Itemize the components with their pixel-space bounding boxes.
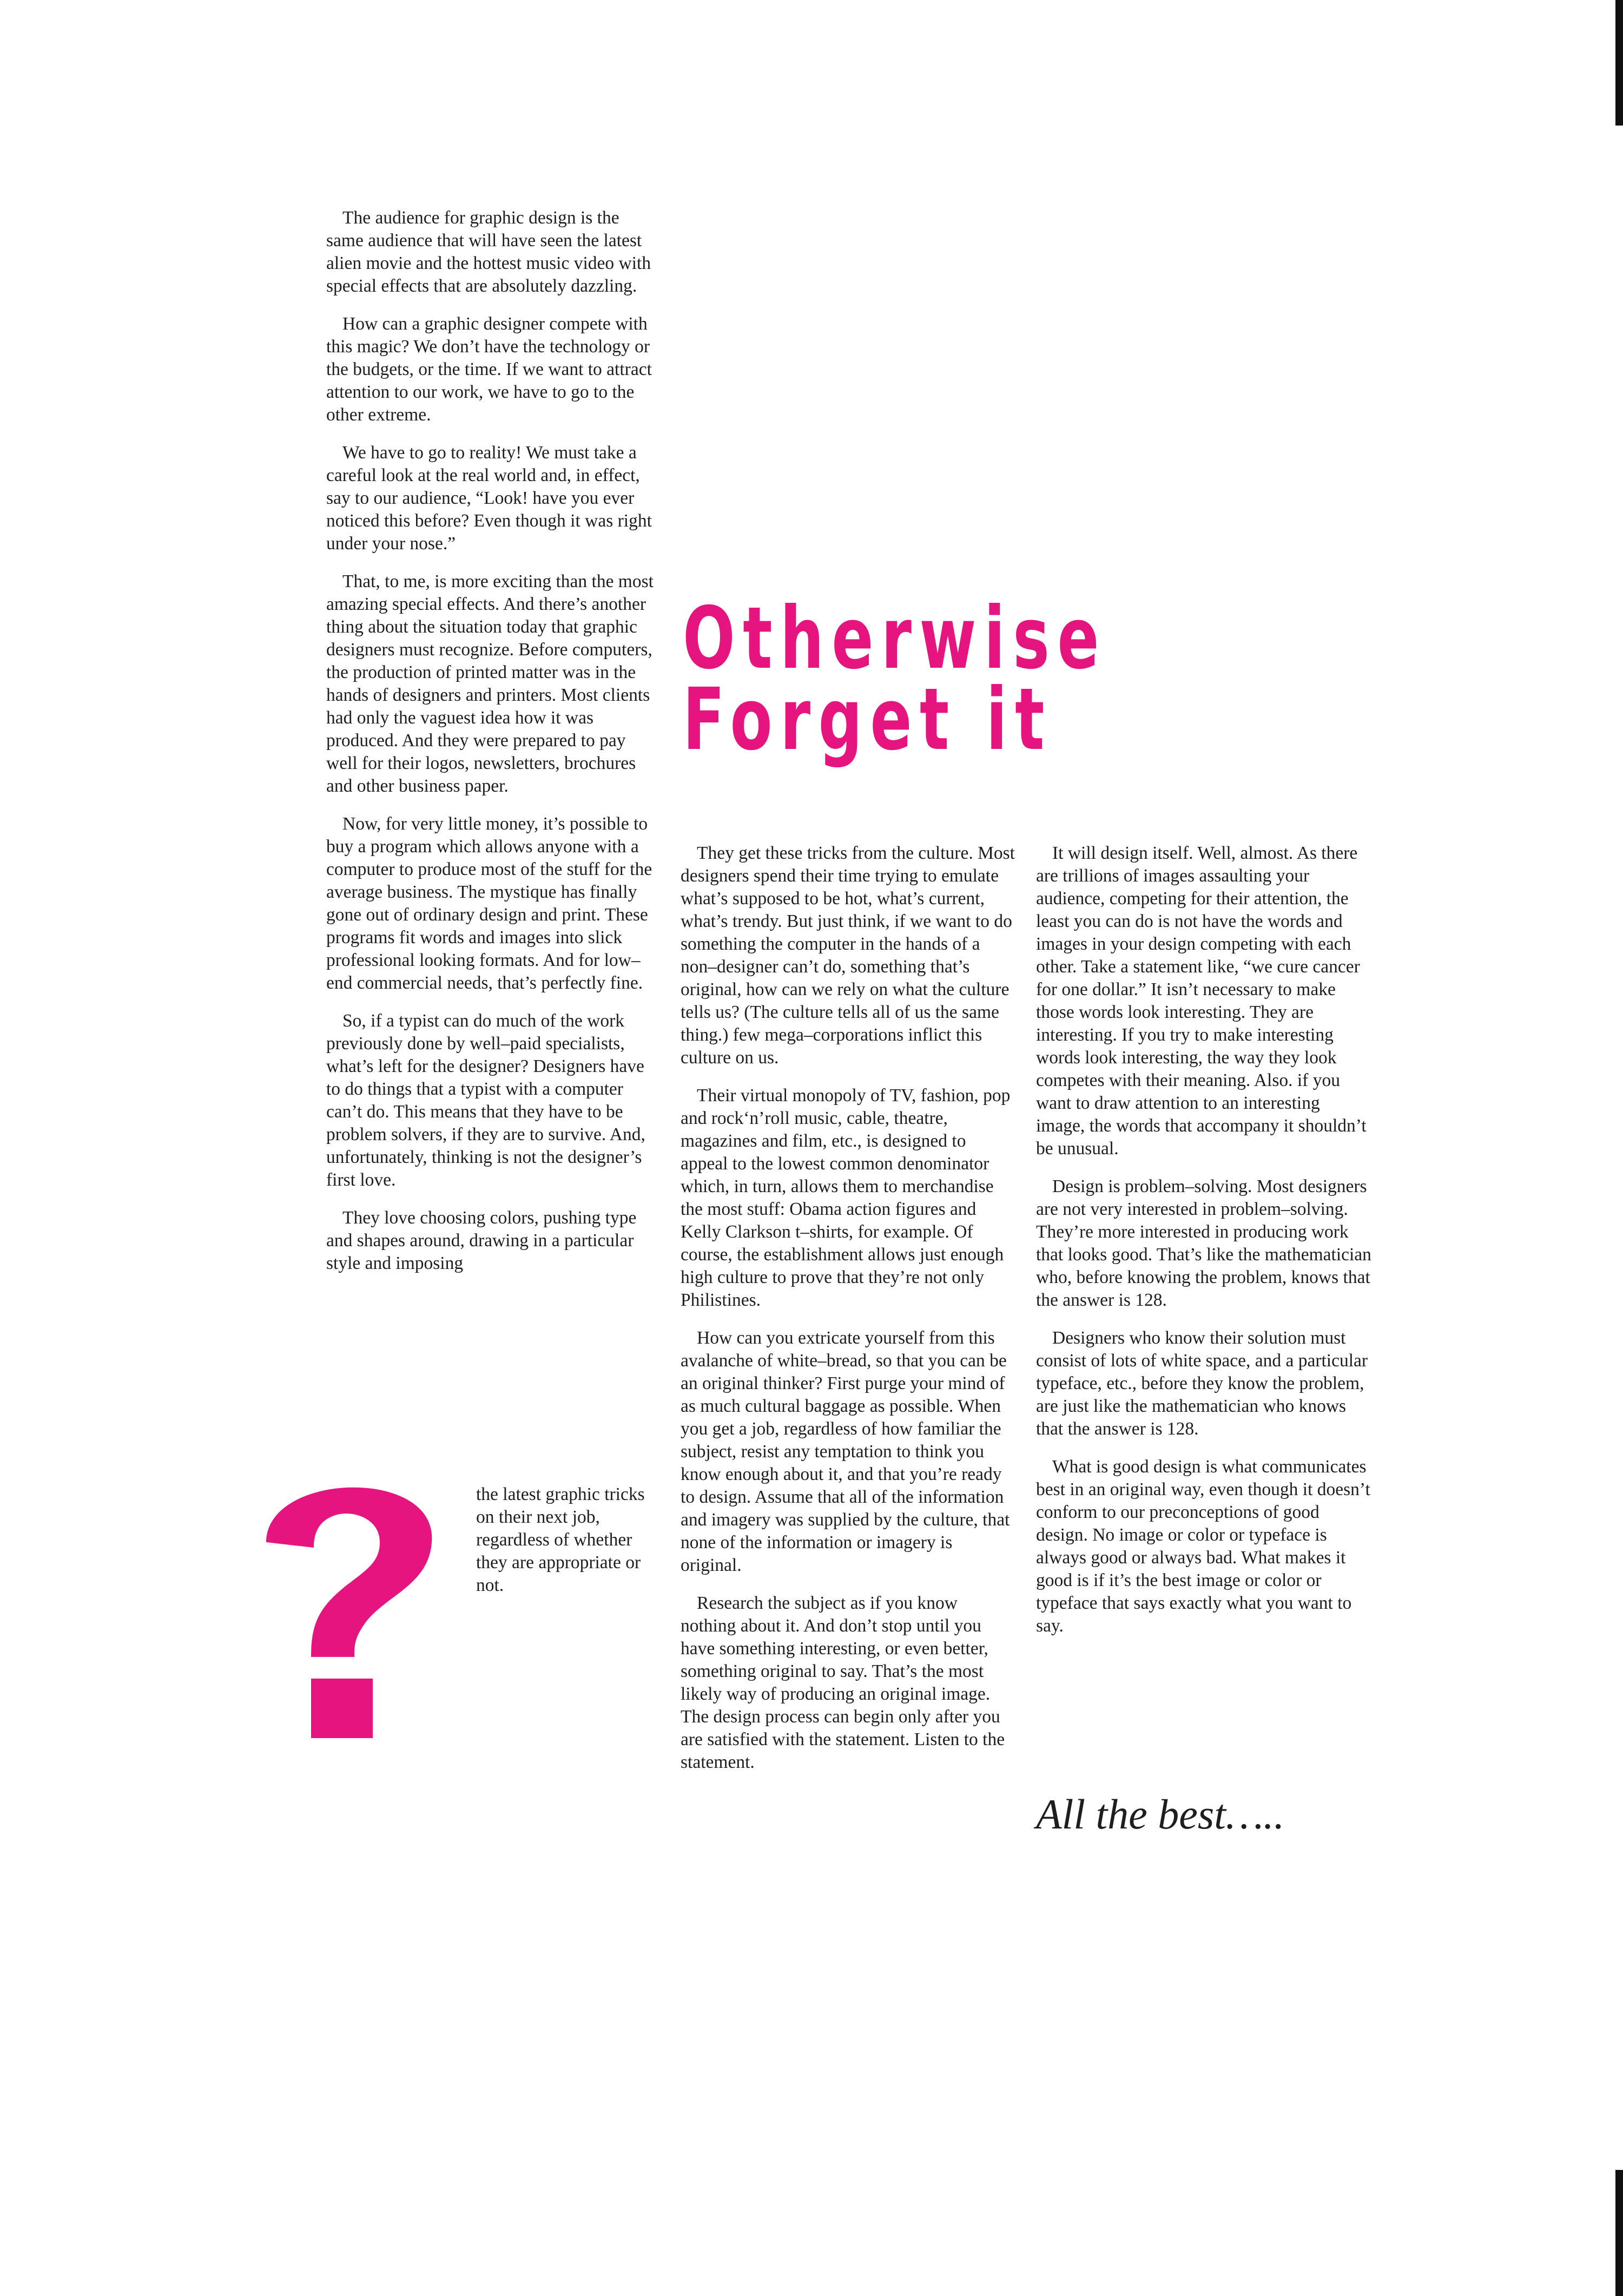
question-mark-icon bbox=[260, 1461, 444, 1764]
middle-paragraph-2: Their virtual monopoly of TV, fashion, pop and rock‘n’roll music, cable, theatre, magazines and film, etc., is designed to appeal to the lowest common denominator which, in turn, allows them to merchandise the most stuff: Obama action figures and Kelly Clarkson t–shirts, for example. Of course, the establishment allows just enough high culture to prove that they’re not only Philistines. bbox=[681, 1085, 1011, 1310]
middle-paragraph-4: Research the subject as if you know nothing about it. And don’t stop until you have something interesting, or even better, something original to say. That’s the most likely way of producing an original image. The design process can begin only after you are satisfied with the statement. Listen to the statement. bbox=[681, 1593, 1005, 1772]
left-paragraph-2: How can a graphic designer compete with this magic? We don’t have the technology or the budgets, or the time. If we want to attract attention to our work, we have to go to the other extreme. bbox=[326, 314, 652, 425]
left-paragraph-4: That, to me, is more exciting than the most amazing special effects. And there’s another thing about the situation today that graphic designers must recognize. Before computers, the production of printed matter was in the hands of designers and printers. Most clients had only the vaguest idea how it was produced. And they were prepared to pay well for their logos, newsletters, brochures and other business paper. bbox=[326, 571, 654, 796]
left-paragraph-3: We have to go to reality! We must take a careful look at the real world and, in effect, say to our audience, “Look! have you ever noticed this before? Even though it was right under your nose.” bbox=[326, 443, 652, 554]
left-paragraph-7: They love choosing colors, pushing type and shapes around, drawing in a particular style and imposing bbox=[326, 1208, 637, 1273]
right-paragraph-4: What is good design is what communicates best in an original way, even though it doesn’t conform to our preconceptions of good design. No image or color or typeface is always good or always bad. What makes it good is if it’s the best image or color or typeface that says exactly what you want to say. bbox=[1036, 1457, 1370, 1636]
left-paragraph-1: The audience for graphic design is the same audience that will have seen the latest alien movie and the hottest music video with special effects that are absolutely dazzling. bbox=[326, 208, 651, 296]
sign-off: All the best….. bbox=[1036, 1791, 1285, 1838]
middle-paragraph-3: How can you extricate yourself from this avalanche of white–bread, so that you can be an original thinker? First purge your mind of as much cultural baggage as possible. When you get a job, regardless of how familiar the subject, resist any temptation to think you know enough about it, and that you’re ready to design. Assume that all of the information and imagery was supplied by the culture, that none of the information or imagery is original. bbox=[681, 1328, 1010, 1575]
left-paragraph-6: So, if a typist can do much of the work previously done by well–paid specialists, what’s left for the designer? Designers have to do things that a typist with a computer can’t do. This means that they have to be problem solvers, if they are to survive. And, unfortunately, thinking is not the designer’s first love. bbox=[326, 1011, 645, 1190]
crop-mark-bottom bbox=[1615, 2170, 1623, 2296]
left-paragraph-7-continuation: the latest graphic tricks on their next job, regardless of whether they are appropriate or not. bbox=[476, 1484, 645, 1595]
left-text-column bbox=[326, 207, 659, 1275]
middle-paragraph-1: They get these tricks from the culture. Most designers spend their time trying to emulate what’s supposed to be hot, what’s current, what’s trendy. But just think, if we want to do something the computer in the hands of a non–designer can’t do, something that’s original, how can we rely on what the culture tells us? (The culture tells all of us the same thing.) few mega–corporations inflict this culture on us. bbox=[681, 843, 1015, 1068]
middle-text-column bbox=[681, 842, 1016, 1789]
right-paragraph-1: It will design itself. Well, almost. As there are trillions of images assaulting your audience, competing for their attention, the least you can do is not have the words and images in your design competing with each other. Take a statement like, “we cure cancer for one dollar.” It isn’t necessary to make those words look interesting. They are interesting. If you try to make interesting words look interesting, the way they look competes with their meaning. Also. if you want to draw attention to an interesting image, the words that accompany it shouldn’t be unusual. bbox=[1036, 843, 1367, 1159]
headline-line-1: Otherwise bbox=[683, 589, 1107, 688]
right-paragraph-3: Designers who know their solution must consist of lots of white space, and a particular typeface, etc., before they know the problem, are just like the mathematician who knows that the answer is 128. bbox=[1036, 1328, 1368, 1439]
left-paragraph-5: Now, for very little money, it’s possible to buy a program which allows anyone with a computer to produce most of the stuff for the average business. The mystique has finally gone out of ordinary design and print. These programs fit words and images into slick professional looking formats. And for low–end commercial needs, that’s perfectly fine. bbox=[326, 814, 652, 993]
headline-line-2: Forget it bbox=[683, 670, 1052, 769]
crop-mark-top bbox=[1615, 0, 1623, 126]
right-text-column bbox=[1036, 842, 1371, 1653]
right-paragraph-2: Design is problem–solving. Most designers are not very interested in problem–solving. They’re more interested in producing work that looks good. That’s like the mathematician who, before knowing the problem, knows that the answer is 128. bbox=[1036, 1176, 1371, 1310]
headline bbox=[683, 589, 1516, 769]
